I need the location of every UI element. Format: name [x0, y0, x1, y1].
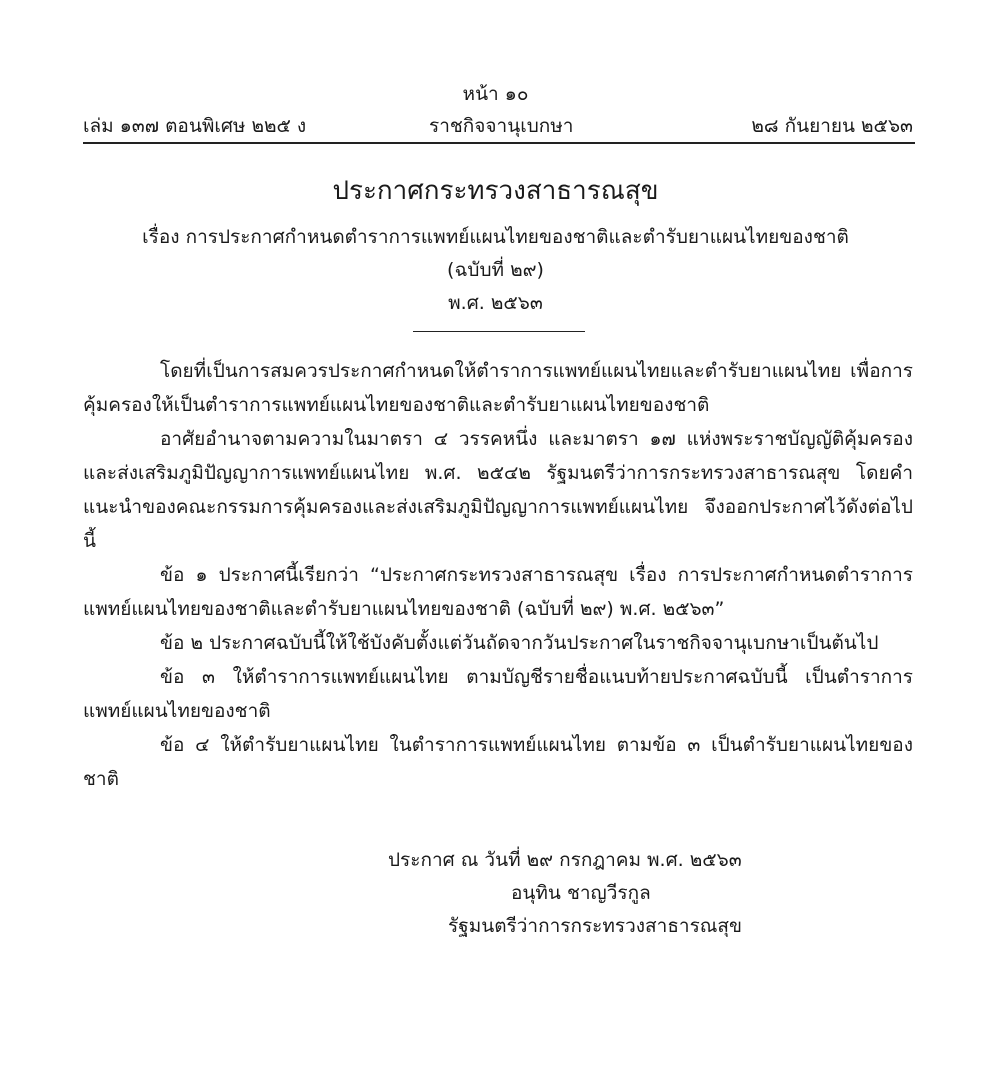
authority-paragraph: อาศัยอำนาจตามความในมาตรา ๔ วรรคหนึ่ง และมาตรา ๑๗ แห่งพระราชบัญญัติคุ้มครองและส่งเสริมภูมิปัญญาการแพทย์แผนไทย พ.ศ. ๒๕๔๒ รัฐมนตรีว่าการกระทรวงสาธารณสุข โดยคำแนะนำของคณะกรรมการคุ้มครองและส่งเสริมภูมิปัญญาการแพทย์แผนไทย จึงออกประกาศไว้ดังต่อไปนี้	[83, 428, 913, 552]
announcement-body	[83, 354, 913, 796]
clause-3: ข้อ ๓ ให้ตำราการแพทย์แผนไทย ตามบัญชีรายชื่อแนบท้ายประกาศฉบับนี้ เป็นตำราการแพทย์แผนไทยของชาติ	[83, 666, 913, 722]
page-number: หน้า ๑๐	[462, 83, 529, 105]
header-divider	[83, 142, 915, 144]
title-divider	[413, 331, 585, 332]
publication-date: ๒๘ กันยายน ๒๕๖๓	[751, 115, 913, 137]
announcement-subject: เรื่อง การประกาศกำหนดตำราการแพทย์แผนไทยของชาติและตำรับยาแผนไทยของชาติ	[142, 226, 849, 248]
clause-2: ข้อ ๒ ประกาศฉบับนี้ให้ใช้บังคับตั้งแต่วันถัดจากวันประกาศในราชกิจจานุเบกษาเป็นต้นไป	[160, 632, 879, 654]
volume-issue: เล่ม ๑๓๗ ตอนพิเศษ ๒๒๕ ง	[83, 115, 307, 137]
clause-4: ข้อ ๔ ให้ตำรับยาแผนไทย ในตำราการแพทย์แผนไทย ตามข้อ ๓ เป็นตำรับยาแผนไทยของชาติ	[83, 734, 913, 790]
signatory-position: รัฐมนตรีว่าการกระทรวงสาธารณสุข	[448, 915, 742, 937]
announcement-year: พ.ศ. ๒๕๖๓	[448, 292, 543, 314]
announcement-title: ประกาศกระทรวงสาธารณสุข	[332, 176, 659, 206]
signatory-name: อนุทิน ชาญวีรกูล	[511, 882, 651, 904]
clause-1: ข้อ ๑ ประกาศนี้เรียกว่า “ประกาศกระทรวงสาธารณสุข เรื่อง การประกาศกำหนดตำราการแพทย์แผนไทยของชาติและตำรับยาแผนไทยของชาติ (ฉบับที่ ๒๙) พ.ศ. ๒๕๖๓”	[83, 564, 913, 620]
announcement-edition: (ฉบับที่ ๒๙)	[447, 259, 544, 281]
preamble-paragraph: โดยที่เป็นการสมควรประกาศกำหนดให้ตำราการแพทย์แผนไทยและตำรับยาแผนไทย เพื่อการคุ้มครองให้เป็นตำราการแพทย์แผนไทยของชาติและตำรับยาแผนไทยของชาติ	[83, 360, 913, 416]
gazette-header	[83, 114, 913, 140]
gazette-name: ราชกิจจานุเบกษา	[429, 115, 574, 137]
signature-block	[388, 848, 808, 938]
signature-date: ประกาศ ณ วันที่ ๒๙ กรกฎาคม พ.ศ. ๒๕๖๓	[388, 849, 742, 871]
